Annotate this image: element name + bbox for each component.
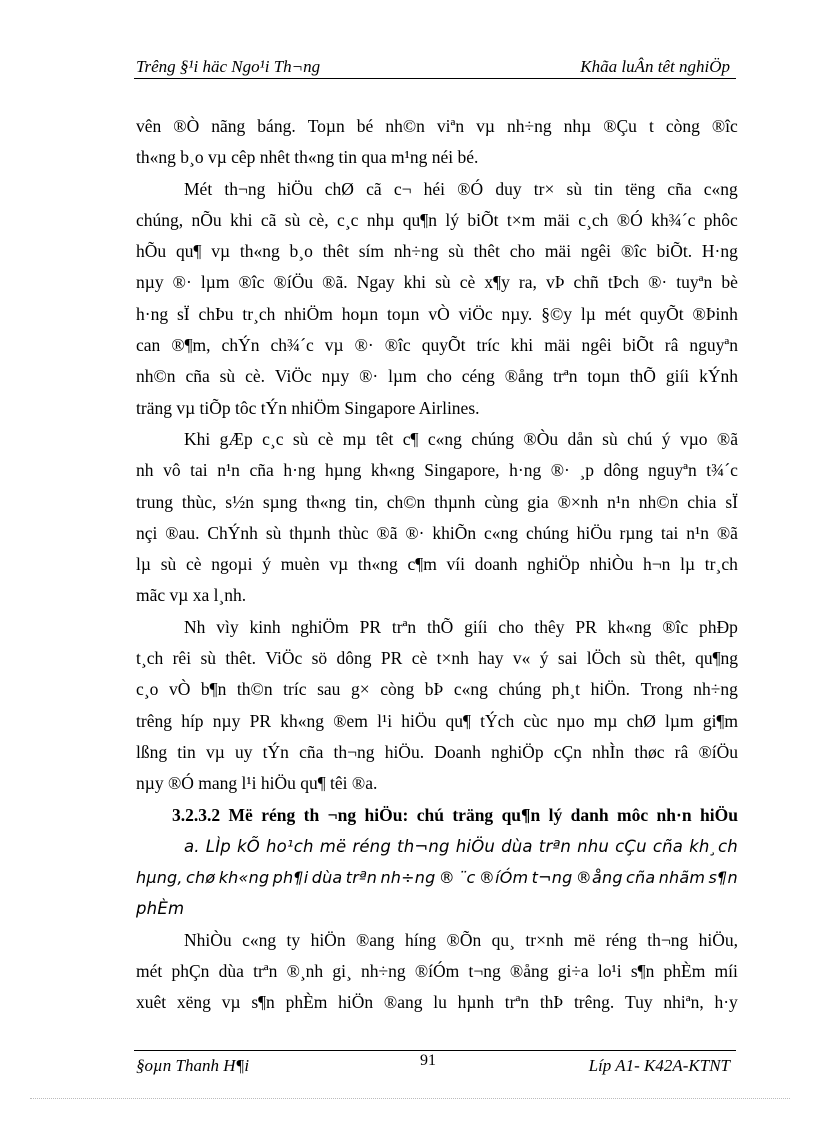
subsection-heading-line: hµng, chø kh«ng ph¶i dùa trªn nh÷ng ® ¨c ®íÓm t¬ng ®ång cña nhãm s¶n [136,868,738,888]
body-line: xuêt xëng vµ s¶n phÈm hiÖn ®ang lu hµnh trªn thÞ trêng. Tuy nhiªn, h·y [136,992,738,1013]
page-number: 91 [420,1052,436,1069]
body-text [136,111,738,1019]
body-line: h·ng sÏ chÞu tr¸ch nhiÖm hoµn toµn vÒ viÖc nµy. §©y lµ mét quyÕt ®Þinh [136,303,738,324]
body-line: chúng, nÕu khi cã sù cè, c¸c nhµ qu¶n lý biÕt t×m mäi c¸ch ®Ó kh¾´c phôc [136,209,738,230]
body-line: trêng híp nµy PR kh«ng ®em l¹i hiÖu qu¶ tÝch cùc nµo mµ chØ lµm gi¶m [136,710,738,731]
body-line: Nh vìy kinh nghiÖm PR trªn thÕ giíi cho thêy PR kh«ng ®îc phÐp [184,616,738,637]
body-line: Khi gÆp c¸c sù cè mµ têt c¶ c«ng chúng ®Òu dån sù chú ý vµo ®ã [184,428,738,449]
body-line: t¸ch rêi sù thêt. ViÖc sö dông PR cè t×nh hay v« ý sai lÖch sù thêt, qu¶ng [136,648,738,669]
page-edge-divider [30,1098,790,1099]
header-university: Trêng §¹i häc Ngo¹i Th¬ng [136,57,321,76]
section-heading: 3.2.3.2 Më réng th ¬ng hiÖu: chú träng qu¶n lý danh môc nh·n hiÖu [172,804,738,825]
subsection-heading-line: phÈm [136,899,185,919]
footer-divider [134,1050,736,1051]
body-line: lµ sù cè ngoµi ý muèn vµ th«ng c¶m víi doanh nghiÖp nhiÒu h¬n lµ tr¸ch [136,554,738,575]
body-line: nh©n cña sù cè. ViÖc nµy ®· lµm cho céng ®ång trªn toµn thÕ giíi kÝnh [136,366,738,387]
body-line: träng vµ tiÕp tôc tÝn nhiÖm Singapore Airlines. [136,397,480,418]
body-line: mét phÇn dùa trªn ®¸nh gi¸ nh÷ng ®íÓm t¬ng ®ång gi÷a lo¹i s¶n phÈm míi [136,961,738,982]
body-line: Mét th¬ng hiÖu chØ cã c¬ héi ®Ó duy tr× sù tin tëng cña c«ng [184,178,738,199]
footer-class: Líp A1- K42A-KTNT [588,1056,730,1075]
body-line: nµy ®· lµm ®îc ®íÖu ®ã. Ngay khi sù cè x¶y ra, vÞ chñ tÞch ®· tuyªn bè [136,272,738,293]
body-line: th«ng b¸o vµ cêp nhêt th«ng tin qua m¹ng néi bé. [136,147,479,168]
body-line: lßng tin vµ uy tÝn cña th¬ng hiÖu. Doanh nghiÖp cÇn nhÌn thøc râ ®íÖu [136,741,738,762]
subsection-heading-line: a. LÌp kÕ ho¹ch më réng th¬ng hiÖu dùa trªn nhu cÇu cña kh¸ch [184,836,738,856]
body-line: hÕu qu¶ vµ th«ng b¸o thêt sím nh÷ng sù thêt cho mäi ngêi ®îc biÕt. H·ng [136,241,738,262]
body-line: trung thùc, s½n sµng th«ng tin, ch©n thµnh cùng gia ®×nh n¹n nh©n chia sÏ [136,491,738,512]
body-line: can ®¶m, chÝn ch¾´c vµ ®· ®îc quyÕt tríc khi mäi ngêi biÕt râ nguyªn [136,335,738,356]
body-line: nµy ®Ó mang l¹i hiÖu qu¶ têi ®a. [136,773,378,794]
header-divider [134,78,736,79]
body-line: mãc vµ xa l¸nh. [136,585,247,606]
body-line: c¸o vÒ b¶n th©n tríc sau g× còng bÞ c«ng chúng ph¸t hiÖn. Trong nh÷ng [136,679,738,700]
body-line: vên ®Ò nãng báng. Toµn bé nh©n viªn vµ nh÷ng nhµ ®Çu t còng ®îc [136,116,738,136]
body-line: NhiÒu c«ng ty hiÖn ®ang híng ®Õn qu¸ tr×nh më réng th¬ng hiÖu, [184,929,738,950]
header-thesis-title: Khãa luÂn têt nghiÖp [580,57,730,76]
body-line: nh vô tai n¹n cña h·ng hµng kh«ng Singapore, h·ng ®· ¸p dông nguyªn t¾´c [136,460,738,481]
footer-author: §oµn Thanh H¶i [136,1056,250,1075]
body-line: nçi ®au. ChÝnh sù thµnh thùc ®ã ®· khiÕn c«ng chúng hiÖu rµng tai n¹n ®ã [136,522,738,543]
